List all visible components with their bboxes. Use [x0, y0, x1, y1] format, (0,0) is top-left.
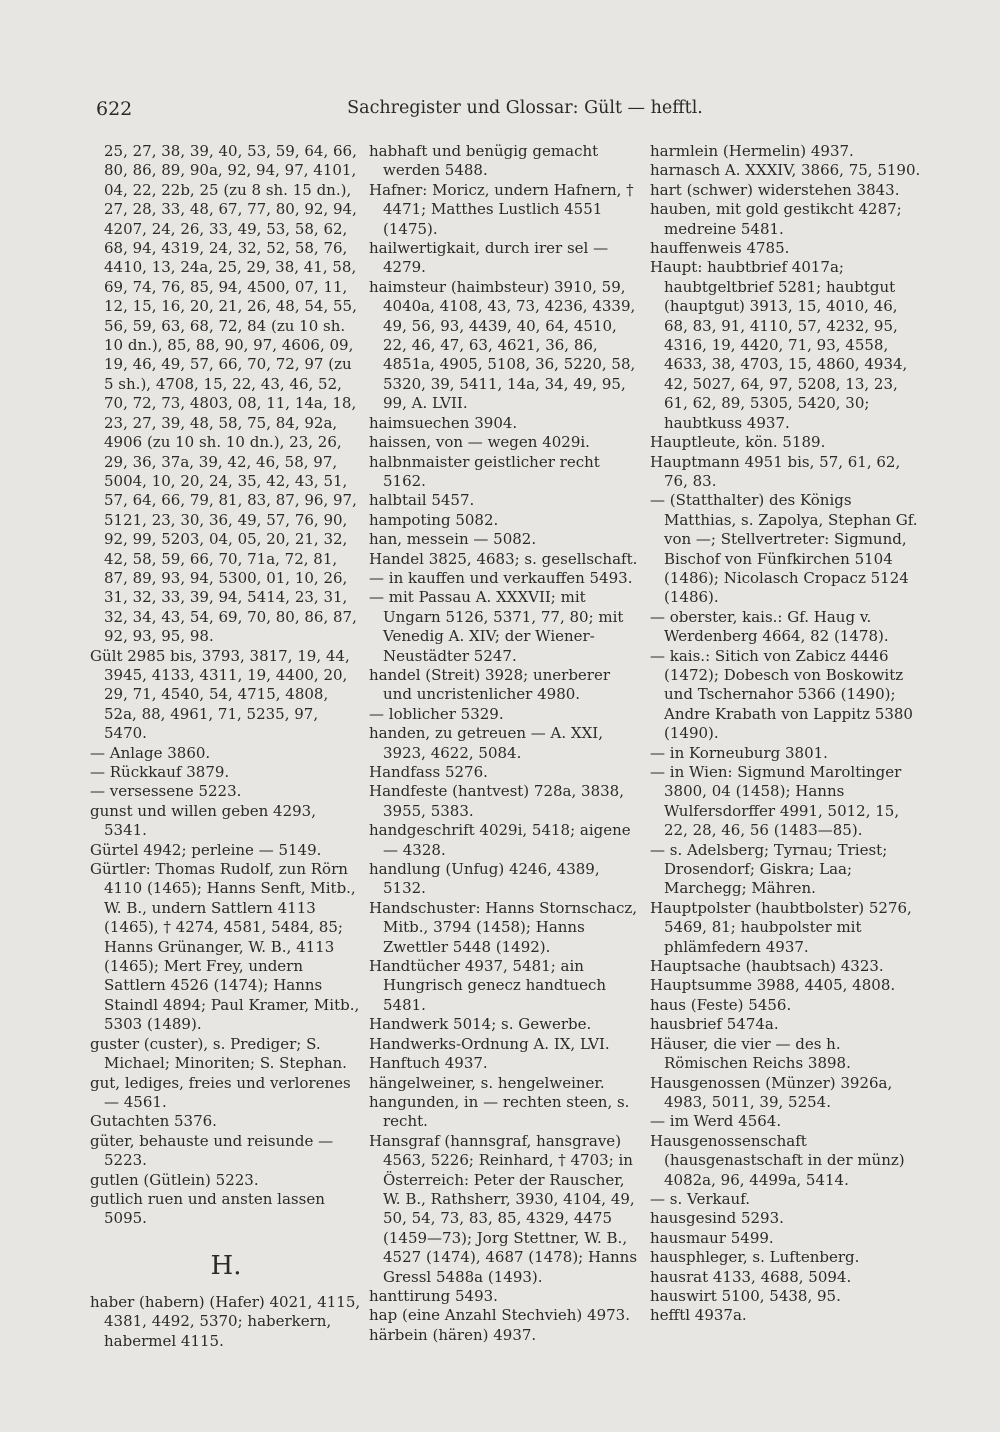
index-entry: Handschuster: Hanns Stornschacz, Mitb., 3794 (1458); Hanns Zwettler 5448 (1492). — [369, 898, 638, 956]
index-entry: hampoting 5082. — [369, 510, 499, 529]
index-entry: Hauptsumme 3988, 4405, 4808. — [650, 976, 896, 995]
index-entry: gunst und willen geben 4293, 5341. — [90, 801, 316, 840]
index-entry: Hanftuch 4937. — [369, 1054, 488, 1073]
index-entry: hailwertigkait, durch irer sel — 4279. — [369, 239, 609, 277]
index-entry: halbnmaister geistlicher recht 5162. — [369, 452, 600, 490]
index-entry: gutlen (Gütlein) 5223. — [90, 1170, 259, 1189]
index-entry: handgeschrift 4029i, 5418; aigene — 4328. — [369, 821, 631, 859]
section-heading: H. — [210, 1250, 242, 1281]
index-entry: — in Korneuburg 3801. — [650, 743, 828, 762]
index-entry: — kais.: Sitich von Zabicz 4446 (1472); Dobesch von Boskowitz und Tschernahor 5366 (1490); Andre Krabath von Lappitz 5380 (1490). — [650, 646, 913, 743]
index-entry: — (Statthalter) des Königs Matthias, s. Zapolya, Stephan Gf. von —; Stellvertreter: Sigmund, Bischof von Fünfkirchen 5104 (1486); Nicolasch Cropacz 5124 (1486). — [650, 491, 918, 607]
index-entry: Hauptmann 4951 bis, 57, 61, 62, 76, 83. — [650, 452, 901, 490]
index-entry: haimsuechen 3904. — [369, 413, 518, 432]
column-1 — [90, 142, 362, 1351]
index-entry: hart (schwer) widerstehen 3843. — [650, 180, 900, 199]
index-entry: Hansgraf (hannsgraf, hansgrave) 4563, 5226; Reinhard, † 4703; in Österreich: Peter der Rauscher, W. B., Rathsherr, 3930, 4104, 49, 50, 54, 73, 83, 85, 4329, 4475 (1459—73); Jorg Stettner, W. B., 4527 (1474), 4687 (1478); Hanns Gressl 5488a (1493). — [369, 1131, 638, 1286]
index-entry: habhaft und benügig gemacht werden 5488. — [369, 142, 599, 180]
index-entry: haber (habern) (Hafer) 4021, 4115, 4381, 4492, 5370; haberkern, habermel 4115. — [90, 1292, 361, 1350]
index-entry: — oberster, kais.: Gf. Haug v. Werdenberg 4664, 82 (1478). — [650, 607, 889, 646]
index-entry: Handtücher 4937, 5481; ain Hungrisch genecz handtuech 5481. — [369, 957, 607, 1014]
index-entry: Handwerks-Ordnung A. IX, LVI. — [369, 1034, 610, 1053]
index-entry: hap (eine Anzahl Stechvieh) 4973. — [369, 1306, 630, 1325]
index-entry: hauben, mit gold gestikcht 4287; medreine 5481. — [650, 200, 902, 238]
index-entry: Handwerk 5014; s. Gewerbe. — [369, 1015, 592, 1034]
index-entry: hausphleger, s. Luftenberg. — [650, 1248, 860, 1267]
index-entry: — Anlage 3860. — [90, 743, 211, 762]
index-entry: Hafner: Moricz, undern Hafnern, † 4471; Matthes Lustlich 4551 (1475). — [369, 180, 634, 238]
index-entry: — mit Passau A. XXXVII; mit Ungarn 5126, 5371, 77, 80; mit Venedig A. XIV; der Wiener-Neustädter 5247. — [369, 588, 624, 665]
index-entry: — in kauffen und verkauffen 5493. — [369, 568, 633, 587]
column-3 — [650, 142, 922, 1326]
index-entry: Hauptpolster (haubtbolster) 5276, 5469, 81; haubpolster mit phlämfedern 4937. — [650, 898, 912, 956]
index-entry: Haupt: haubtbrief 4017a; haubtgeltbrief 5281; haubtgut (hauptgut) 3913, 15, 4010, 46, 68, 83, 91, 4110, 57, 4232, 95, 4316, 19, 4420, 71, 93, 4558, 4633, 38, 4703, 15, 4860, 4934, 42, 5027, 64, 97, 5208, 13, 23, 61, 62, 89, 5305, 5420, 30; haubtkuss 4937. — [650, 258, 908, 432]
index-entry: han, messein — 5082. — [369, 530, 537, 549]
index-entry: Handfass 5276. — [369, 763, 488, 781]
index-entry: — s. Adelsberg; Tyrnau; Triest; Drosendorf; Giskra; Laa; Marchegg; Mähren. — [650, 840, 888, 898]
index-entry: hangunden, in — rechten steen, s. recht. — [369, 1092, 630, 1131]
page-number: 622 — [96, 98, 133, 120]
index-entry: handel (Streit) 3928; unerberer und uncristenlicher 4980. — [369, 665, 611, 704]
index-entry: hängelweiner, s. hengelweiner. — [369, 1073, 605, 1092]
index-entry: Hausgenossen (Münzer) 3926a, 4983, 5011, 39, 5254. — [650, 1073, 893, 1111]
continued-entry: 25, 27, 38, 39, 40, 53, 59, 64, 66, 80, 86, 89, 90a, 92, 94, 97, 4101, 04, 22, 22b, 25 (zu 8 sh. 15 dn.), 27, 28, 33, 48, 67, 77, 80, 92, 94, 4207, 24, 26, 33, 49, 53, 58, 62, 68, 94, 4319, 24, 32, 52, 58, 76, 4410, 13, 24a, 25, 29, 38, 41, 58, 69, 74, 76, 85, 94, 4500, 07, 11, 12, 15, 16, 20, 21, 26, 48, 54, 55, 56, 59, 63, 68, 72, 84 (zu 10 sh. 10 dn.), 85, 88, 90, 97, 4606, 09, 19, 46, 49, 57, 66, 70, 72, 97 (zu 5 sh.), 4708, 15, 22, 43, 46, 52, 70, 72, 73, 4803, 08, 11, 14a, 18, 23, 27, 39, 48, 58, 75, 84, 92a, 4906 (zu 10 sh. 10 dn.), 23, 26, 29, 36, 37a, 39, 42, 46, 58, 97, 5004, 10, 20, 24, 35, 42, 43, 51, 57, 64, 66, 79, 81, 83, 87, 96, 97, 5121, 23, 30, 36, 49, 57, 76, 90, 92, 99, 5203, 04, 05, 20, 21, 32, 42, 58, 59, 66, 70, 71a, 72, 81, 87, 89, 93, 94, 5300, 01, 10, 26, 31, 32, 33, 39, 94, 5414, 23, 31, 32, 34, 43, 54, 69, 70, 80, 86, 87, 92, 93, 95, 98. — [104, 142, 357, 646]
index-entry: gut, lediges, freies und verlorenes — 4561. — [90, 1073, 351, 1111]
index-entry: — loblicher 5329. — [369, 704, 504, 723]
index-entry: — Rückkauf 3879. — [90, 763, 230, 781]
index-entry: güter, behauste und reisunde — 5223. — [90, 1131, 334, 1170]
index-entry: Gutachten 5376. — [90, 1112, 217, 1131]
index-entry: hausgesind 5293. — [650, 1209, 784, 1228]
index-entry: Häuser, die vier — des h. Römischen Reichs 3898. — [650, 1034, 851, 1073]
index-entry: halbtail 5457. — [369, 491, 475, 510]
index-entry: — in Wien: Sigmund Maroltinger 3800, 04 (1458); Hanns Wulfersdorffer 4991, 5012, 15, 22, 28, 46, 56 (1483—85). — [650, 763, 902, 840]
index-entry: Hausgenossenschaft (hausgenastschaft in der münz) 4082a, 96, 4499a, 5414. — [650, 1131, 905, 1189]
index-entry: hauswirt 5100, 5438, 95. — [650, 1286, 841, 1305]
index-entry: härbein (hären) 4937. — [369, 1325, 537, 1344]
index-entry: — im Werd 4564. — [650, 1112, 782, 1131]
index-entry: Handfeste (hantvest) 728a, 3838, 3955, 5383. — [369, 782, 624, 820]
index-entry: harmlein (Hermelin) 4937. — [650, 142, 854, 160]
index-entry: hanttirung 5493. — [369, 1286, 498, 1305]
index-entry: handlung (Unfug) 4246, 4389, 5132. — [369, 860, 600, 898]
index-entry: haimsteur (haimbsteur) 3910, 59, 4040a, 4108, 43, 73, 4236, 4339, 49, 56, 93, 4439, 40, 64, 4510, 22, 46, 47, 63, 4621, 36, 86, 4851a, 4905, 5108, 36, 5220, 58, 5320, 39, 5411, 14a, 34, 49, 95, 99, A. LVII. — [369, 277, 636, 413]
index-entry: hauffenweis 4785. — [650, 239, 790, 258]
running-head: Sachregister und Glossar: Gült — hefftl. — [347, 98, 703, 118]
index-entry: gutlich ruen und ansten lassen 5095. — [90, 1189, 325, 1228]
index-entry: Gürtler: Thomas Rudolf, zun Rörn 4110 (1465); Hanns Senft, Mitb., W. B., undern Sattlern 4113 (1465), † 4274, 4581, 5484, 85; Hanns Grünanger, W. B., 4113 (1465); Mert Frey, undern Sattlern 4526 (1474); Hanns Staindl 4894; Paul Kramer, Mitb., 5303 (1489). — [90, 860, 360, 1034]
index-entry: hausrat 4133, 4688, 5094. — [650, 1267, 852, 1286]
index-entry: Hauptsache (haubtsach) 4323. — [650, 957, 884, 976]
index-entry: hefftl 4937a. — [650, 1306, 747, 1325]
index-entry: Gürtel 4942; perleine — 5149. — [90, 840, 322, 859]
index-entry: Handel 3825, 4683; s. gesellschaft. — [369, 549, 638, 568]
index-entry: Hauptleute, kön. 5189. — [650, 433, 826, 452]
index-entry: — versessene 5223. — [90, 782, 242, 801]
index-entry: — s. Verkauf. — [650, 1189, 750, 1208]
index-entry: hausbrief 5474a. — [650, 1015, 779, 1034]
index-entry: harnasch A. XXXIV, 3866, 75, 5190. — [650, 161, 921, 180]
index-entry: handen, zu getreuen — A. XXI, 3923, 4622, 5084. — [369, 724, 603, 762]
index-entry: guster (custer), s. Prediger; S. Michael; Minoriten; S. Stephan. — [90, 1034, 347, 1073]
column-2 — [369, 142, 641, 1345]
index-entry: hausmaur 5499. — [650, 1228, 774, 1247]
index-entry: Gült 2985 bis, 3793, 3817, 19, 44, 3945, 4133, 4311, 19, 4400, 20, 29, 71, 4540, 54, 4715, 4808, 52a, 88, 4961, 71, 5235, 97, 5470. — [90, 646, 350, 743]
index-entry: haissen, von — wegen 4029i. — [369, 433, 590, 452]
index-entry: haus (Feste) 5456. — [650, 995, 792, 1014]
page-header — [96, 98, 954, 126]
